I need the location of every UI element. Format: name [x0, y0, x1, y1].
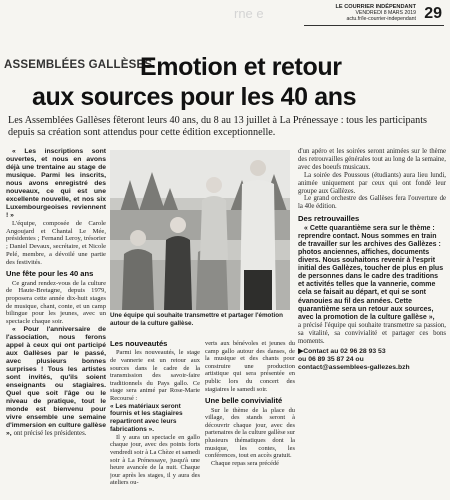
- contact-phone-1: [298, 348, 446, 356]
- headline-line-2: aux sources pour les 40 ans: [32, 83, 357, 111]
- group-photo: [110, 150, 290, 310]
- anniversary-quote: [6, 326, 106, 438]
- contact-block: [298, 348, 446, 373]
- retrouvailles-quote: « Cette quarantième sera sur le thème : reprendre contact. Nous sommes en train de travailler sur les archives des Gallèzes : photos anciennes, affiches, documents divers. Nous souhaitons revenir à l'esprit initial des Gallèzes, toucher de plus en plus de personnes dans le cadre des traditions et activités telles que la vannerie, comme cela se faisait au départ, et qui se sont évanouies au fil des années. Cette quarantième sera un retour aux sources, avec la promotion de la culture gallèse »,: [298, 224, 444, 321]
- publication-info: [336, 4, 417, 22]
- column-2: [110, 340, 200, 498]
- stands-paragraph: Sur le thème de la place du village, des stands seront à découvrir chaque jour, avec des partenaires de la culture gallèse sur plusieurs thématiques dont la musique, les contes, les conférences, tout en accès gratuit.: [205, 406, 295, 460]
- retrouvailles-tail: a précisé l'équipe qui souhaite transmettre sa passion, sa vitalité, sa convivialité et partager ces bons moments.: [298, 321, 446, 345]
- contact-phone-2: ou 06 89 35 87 24 ou: [298, 355, 364, 363]
- vannerie-quote: « Les matériaux seront fournis et les stagiaires repartiront avec leurs fabrications ».: [110, 402, 183, 433]
- nouveautes-paragraph: Parmi les nouveautés, le stage de vannerie est un retour aux sources dans le cadre de la transmission des savoir-faire traditionnels du Pays gallo. Ce stage sera animé par Rose-Marie Recoursé :: [110, 349, 200, 402]
- header-rule: [304, 25, 444, 26]
- anniversary-quote-tail: ont précisé les présidentes.: [13, 429, 87, 437]
- fete-paragraph: Ce grand rendez-vous de la culture de Haute-Bretagne, depuis 1979, proposera cette année dix-huit stages de musique, chant, conte, et un camp bilingue pour les jeunes, avec un spectacle chaque soir.: [6, 279, 106, 326]
- contact-phone-1-text: Contact au 02 96 28 93 53: [303, 347, 386, 355]
- section-head-retrouvailles: Des retrouvailles: [298, 214, 360, 224]
- column-4: [298, 148, 446, 498]
- headline-line-1: Emotion et retour: [140, 53, 342, 81]
- contact-email[interactable]: contact@assemblees-gallezes.bzh: [298, 363, 410, 371]
- intro-quote: « Les inscriptions sont ouvertes, et nous en avons déjà une trentaine au stage de musique. Parmi les inscrits, nous avons enregistré des nouveaux, ce qui est une excellente nouvelle, et nos six Luxembourgeoises reviennent ! »: [6, 148, 106, 219]
- contact-arrow-icon: ▶: [298, 347, 304, 355]
- section-head-fete: Une fête pour les 40 ans: [6, 269, 94, 279]
- photo-caption: Une équipe qui souhaite transmettre et partager l'émotion autour de la culture gallèse.: [110, 312, 283, 327]
- section-head-nouveautes: Les nouveautés: [110, 340, 168, 348]
- apero-paragraph: d'un apéro et les soirées seront animées sur le thème des retrouvailles générales tout au long de la semaine, avec des boeufs musicaux.: [298, 148, 446, 171]
- page-header: [234, 4, 444, 44]
- ghost-text: rne e: [234, 6, 264, 21]
- publication-website: actu.fr/le-courrier-independant: [346, 16, 416, 22]
- publication-name: LE COURRIER INDÉPENDANT: [335, 4, 416, 10]
- ateliers-paragraph: verts aux bénévoles et jeunes du camp gallo autour des danses, de la musique et des chants pour construire une production artistique qui sera présentée en public lors du concert des stagiaires le samedi soir.: [205, 340, 295, 393]
- section-head-convivialite: Une belle convivialité: [205, 396, 283, 406]
- anniversary-quote-text: « Pour l'anniversaire de l'association, nous ferons appel à ceux qui ont participé aux Gallèses par le passé, avec plusieurs bonnes surprises ! Tous les artistes sont invités, qu'ils soient enseignants ou stagiaires. Quel que soit l'âge ou le niveau de pratique, tout le monde est bienvenu pour vivre ensemble une semaine d'immersion en culture gallèse »,: [6, 325, 106, 437]
- publication-date: VENDREDI 8 MARS 2019: [355, 10, 416, 16]
- spectacle-paragraph: Il y aura un spectacle en gallo chaque jour, avec des points forts vendredi soir à La Chèze et samedi soir à La Prénessaye, jusqu'à une heure avancée de la nuit. Chaque jour après les stages, il y aura des ateliers ou-: [110, 433, 200, 487]
- repas-paragraph: Chaque repas sera précédé: [211, 459, 279, 467]
- poussous-paragraph: La soirée des Poussous (étudiants) aura lieu lundi, animée uniquement par ceux qui ont fondé leur groupe aux Gallèzes.: [298, 171, 446, 195]
- page-number: 29: [424, 5, 442, 22]
- team-paragraph: L'équipe, composée de Carole Angoujard et Chantal Le Mée, présidentes ; Fernand Leroy, trésorier ; Daniel Devaux, secrétaire, et Nicole Pelé, membre, a dévoilé une partie des festivités.: [6, 220, 106, 266]
- lead-paragraph: Les Assemblées Gallèses fêteront leurs 40 ans, du 8 au 13 juillet à La Prénessaye : tous les participants depuis sa création sont attendus pour cette édition exceptionnelle.: [8, 115, 427, 138]
- column-1: [6, 148, 106, 498]
- orchestre-paragraph: Le grand orchestre des Gallèses fera l'ouverture de la 40e édition.: [298, 195, 446, 211]
- column-3: [205, 340, 295, 498]
- kicker: ASSEMBLÉES GALLÈSES.: [4, 59, 156, 71]
